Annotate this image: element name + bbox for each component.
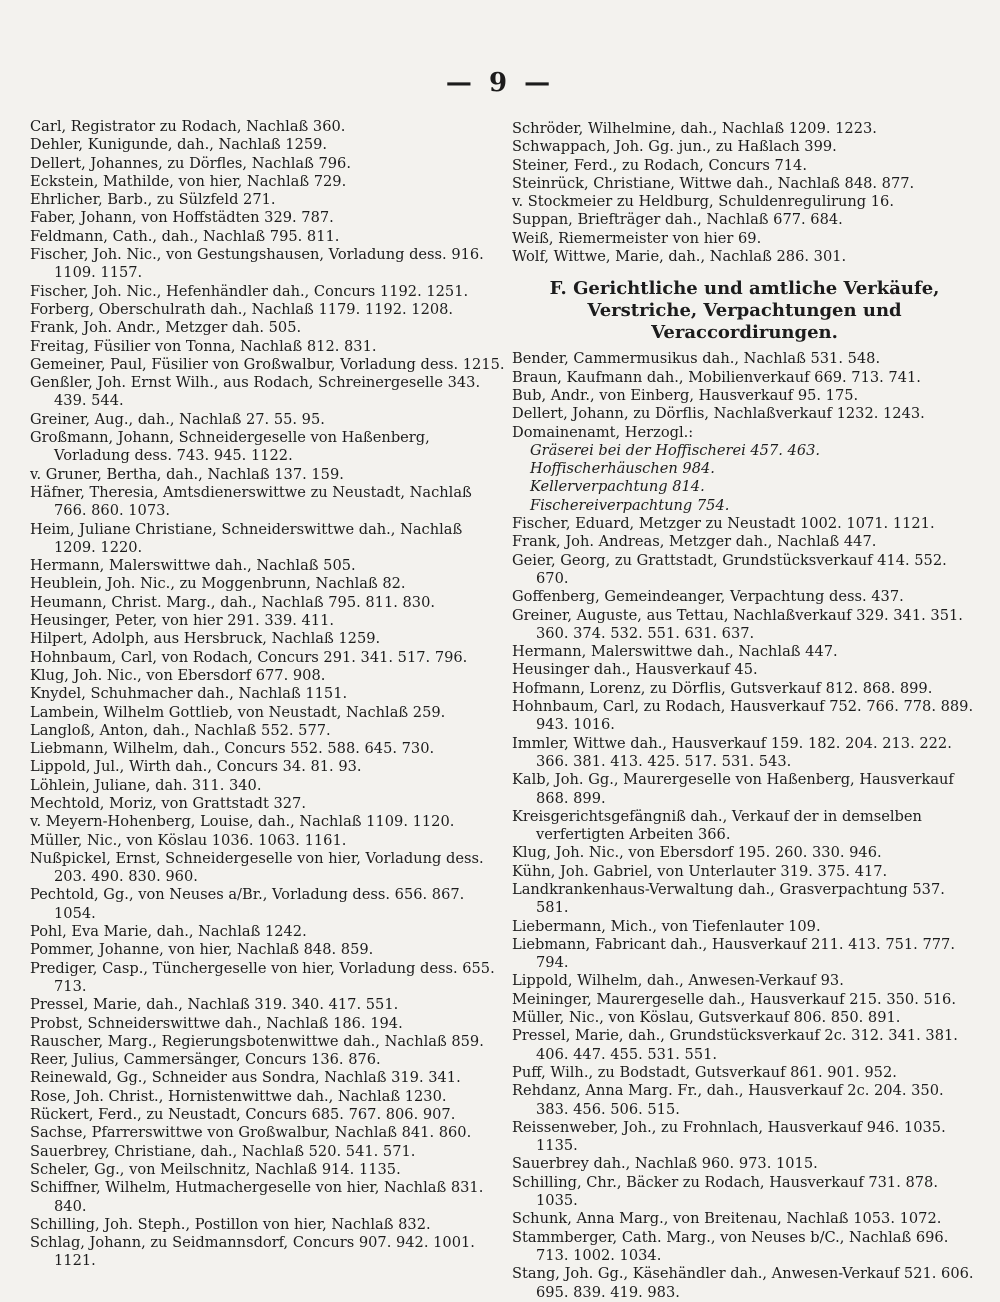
index-entry: Scheler, Gg., von Meilschnitz, Nachlaß 914. 1135. xyxy=(30,1160,401,1178)
index-entry: Stang, Joh. Gg., Käsehändler dah., Anwesen-Verkauf 521. 606. 695. 839. 419. 983. xyxy=(512,1265,974,1301)
index-entry: Bub, Andr., von Einberg, Hausverkauf 95. 175. xyxy=(512,386,859,404)
index-entry: Eckstein, Mathilde, von hier, Nachlaß 729. xyxy=(30,172,347,190)
index-entry: Reer, Julius, Cammersänger, Concurs 136. 876. xyxy=(30,1051,381,1069)
index-entry: v. Stockmeier zu Heldburg, Schuldenregulirung 16. xyxy=(512,193,894,211)
index-entry: Fischer, Joh. Nic., Hefenhändler dah., Concurs 1192. 1251. xyxy=(30,282,469,300)
index-entry: Häfner, Theresia, Amtsdienerswittwe zu Neustadt, Nachlaß 766. 860. 1073. xyxy=(30,483,472,520)
index-entry: Dellert, Johann, zu Dörflis, Nachlaßverkauf 1232. 1243. xyxy=(512,405,925,423)
index-entry: Hilpert, Adolph, aus Hersbruck, Nachlaß 1259. xyxy=(30,630,381,648)
index-entry: Langloß, Anton, dah., Nachlaß 552. 577. xyxy=(30,721,331,739)
index-entry: Kreisgerichtsgefängniß dah., Verkauf der in demselben verfertigten Arbeiten 366. xyxy=(512,807,922,844)
index-entry: Gräserei bei der Hoffischerei 457. 463. xyxy=(530,441,821,459)
index-entry: Sachse, Pfarrerswittwe von Großwalbur, Nachlaß 841. 860. xyxy=(30,1124,472,1142)
left-column xyxy=(30,118,505,1271)
index-entry: Landkrankenhaus-Verwaltung dah., Grasverpachtung 537. 581. xyxy=(512,880,945,917)
index-entry: Müller, Nic., von Köslau 1036. 1063. 1161. xyxy=(30,831,347,849)
index-entry: Heusinger, Peter, von hier 291. 339. 411. xyxy=(30,612,335,630)
index-entry: Braun, Kaufmann dah., Mobilienverkauf 669. 713. 741. xyxy=(512,368,921,386)
index-entry: Fischer, Joh. Nic., von Gestungshausen, Vorladung dess. 916. 1109. 1157. xyxy=(30,246,484,282)
index-entry: Frank, Joh. Andr., Metzger dah. 505. xyxy=(30,319,302,337)
index-entry: Schröder, Wilhelmine, dah., Nachlaß 1209. 1223. xyxy=(512,120,877,137)
index-entry: Hermann, Malerswittwe dah., Nachlaß 505. xyxy=(30,557,356,575)
index-entry: Löhlein, Juliane, dah. 311. 340. xyxy=(30,776,262,794)
index-entry: Schiffner, Wilhelm, Hutmachergeselle von hier, Nachlaß 831. 840. xyxy=(30,1179,484,1215)
index-entry: Hofmann, Lorenz, zu Dörflis, Gutsverkauf 812. 868. 899. xyxy=(512,679,933,697)
index-entry: Pohl, Eva Marie, dah., Nachlaß 1242. xyxy=(30,923,307,941)
index-entry: Meininger, Maurergeselle dah., Hausverkauf 215. 350. 516. xyxy=(512,990,956,1008)
index-entry: Feldmann, Cath., dah., Nachlaß 795. 811. xyxy=(30,227,340,245)
index-entry: Lippold, Wilhelm, dah., Anwesen-Verkauf 93. xyxy=(512,972,844,990)
index-entry: Gemeiner, Paul, Füsilier von Großwalbur, Vorladung dess. 1215. xyxy=(30,355,505,373)
index-entry: Hermann, Malerswittwe dah., Nachlaß 447. xyxy=(512,643,838,661)
index-entry: Frank, Joh. Andreas, Metzger dah., Nachlaß 447. xyxy=(512,533,877,551)
index-entry: Klug, Joh. Nic., von Ebersdorf 195. 260. 330. 946. xyxy=(512,844,882,862)
index-entry: Goffenberg, Gemeindeanger, Verpachtung dess. 437. xyxy=(512,588,904,606)
index-entry: Reinewald, Gg., Schneider aus Sondra, Nachlaß 319. 341. xyxy=(30,1069,461,1087)
index-entry: Schwappach, Joh. Gg. jun., zu Haßlach 399. xyxy=(512,138,837,156)
index-entry: Weiß, Riemermeister von hier 69. xyxy=(512,229,762,247)
index-entry: Freitag, Füsilier von Tonna, Nachlaß 812. 831. xyxy=(30,337,377,355)
index-entry: Wolf, Wittwe, Marie, dah., Nachlaß 286. 301. xyxy=(512,248,847,266)
index-entry: Puff, Wilh., zu Bodstadt, Gutsverkauf 861. 901. 952. xyxy=(512,1063,897,1081)
right-column xyxy=(512,120,977,1302)
index-entry: Rehdanz, Anna Marg. Fr., dah., Hausverkauf 2c. 204. 350. 383. 456. 506. 515. xyxy=(512,1082,944,1118)
index-entry: Rauscher, Marg., Regierungsbotenwittwe dah., Nachlaß 859. xyxy=(30,1032,484,1050)
index-entry: Sauerbrey, Christiane, dah., Nachlaß 520. 541. 571. xyxy=(30,1142,416,1160)
index-entry: Heim, Juliane Christiane, Schneiderswittwe dah., Nachlaß 1209. 1220. xyxy=(30,520,463,556)
index-entry: Schlag, Johann, zu Seidmannsdorf, Concurs 907. 942. 1001. 1121. xyxy=(30,1234,475,1270)
index-entry: v. Gruner, Bertha, dah., Nachlaß 137. 159. xyxy=(30,465,344,483)
index-entry: Mechtold, Moriz, von Grattstadt 327. xyxy=(30,794,306,812)
index-entry: Probst, Schneiderswittwe dah., Nachlaß 186. 194. xyxy=(30,1014,403,1032)
index-entry: Reissenweber, Joh., zu Frohnlach, Hausverkauf 946. 1035. 1135. xyxy=(512,1118,946,1155)
index-entry: Liebmann, Fabricant dah., Hausverkauf 211. 413. 751. 777. 794. xyxy=(512,935,955,972)
index-entry: Schunk, Anna Marg., von Breitenau, Nachlaß 1053. 1072. xyxy=(512,1210,942,1228)
index-entry: Fischer, Eduard, Metzger zu Neustadt 1002. 1071. 1121. xyxy=(512,515,935,533)
index-entry: Genßler, Joh. Ernst Wilh., aus Rodach, Schreinergeselle 343. 439. 544. xyxy=(30,374,481,410)
index-entry: Bender, Cammermusikus dah., Nachlaß 531. 548. xyxy=(512,350,881,368)
index-entry: Steiner, Ferd., zu Rodach, Concurs 714. xyxy=(512,156,807,174)
index-entry: Carl, Registrator zu Rodach, Nachlaß 360. xyxy=(30,118,346,135)
index-entry: Pechtold, Gg., von Neuses a/Br., Vorladung dess. 656. 867. 1054. xyxy=(30,886,465,922)
index-entry: Großmann, Johann, Schneidergeselle von Haßenberg, Vorladung dess. 743. 945. 1122. xyxy=(30,429,430,465)
index-entry: Nußpickel, Ernst, Schneidergeselle von hier, Vorladung dess. 203. 490. 830. 960. xyxy=(30,849,484,886)
index-entry: Prediger, Casp., Tünchergeselle von hier, Vorladung dess. 655. 713. xyxy=(30,959,495,995)
index-entry: Dehler, Kunigunde, dah., Nachlaß 1259. xyxy=(30,136,328,154)
index-entry: Schilling, Joh. Steph., Postillon von hier, Nachlaß 832. xyxy=(30,1215,431,1233)
index-entry: Heublein, Joh. Nic., zu Moggenbrunn, Nachlaß 82. xyxy=(30,575,406,593)
index-entry: Forberg, Oberschulrath dah., Nachlaß 1179. 1192. 1208. xyxy=(30,300,454,318)
index-entry: Rückert, Ferd., zu Neustadt, Concurs 685. 767. 806. 907. xyxy=(30,1106,456,1124)
index-entry: v. Meyern-Hohenberg, Louise, dah., Nachlaß 1109. 1120. xyxy=(30,813,455,831)
index-entry: Dellert, Johannes, zu Dörfles, Nachlaß 796. xyxy=(30,154,351,172)
page-number: — 9 — xyxy=(445,68,555,98)
index-entry: Heumann, Christ. Marg., dah., Nachlaß 795. 811. 830. xyxy=(30,593,436,611)
index-entry: Ehrlicher, Barb., zu Sülzfeld 271. xyxy=(30,191,276,209)
index-entry: Sauerbrey dah., Nachlaß 960. 973. 1015. xyxy=(512,1155,818,1173)
index-entry: Pommer, Johanne, von hier, Nachlaß 848. 859. xyxy=(30,941,374,959)
index-entry: Lippold, Jul., Wirth dah., Concurs 34. 81. 93. xyxy=(30,758,362,776)
index-entry: Domainenamt, Herzogl.: xyxy=(512,423,694,441)
index-entry: Geier, Georg, zu Grattstadt, Grundstücksverkauf 414. 552. 670. xyxy=(512,551,947,587)
index-entry: Heusinger dah., Hausverkauf 45. xyxy=(512,661,758,679)
index-entry: Liebmann, Wilhelm, dah., Concurs 552. 588. 645. 730. xyxy=(30,740,435,758)
index-entry: Immler, Wittwe dah., Hausverkauf 159. 182. 204. 213. 222. 366. 381. 413. 425. 517. 531. 543. xyxy=(512,734,952,770)
index-entry: Greiner, Auguste, aus Tettau, Nachlaßverkauf 329. 341. 351. 360. 374. 532. 551. 631. 637. xyxy=(512,606,963,642)
section-heading: F. Gerichtliche und amtliche Verkäufe, Verstriche, Verpachtungen und Veraccordirungen. xyxy=(549,278,940,344)
index-entry: Kühn, Joh. Gabriel, von Unterlauter 319. 375. 417. xyxy=(512,862,888,880)
index-entry: Kalb, Joh. Gg., Maurergeselle von Haßenberg, Hausverkauf 868. 899. xyxy=(512,771,954,807)
index-entry: Stammberger, Cath. Marg., von Neuses b/C., Nachlaß 696. 713. 1002. 1034. xyxy=(512,1228,949,1264)
index-entry: Kellerverpachtung 814. xyxy=(530,478,705,496)
index-entry: Liebermann, Mich., von Tiefenlauter 109. xyxy=(512,917,821,935)
index-entry: Steinrück, Christiane, Wittwe dah., Nachlaß 848. 877. xyxy=(512,174,915,192)
index-entry: Pressel, Marie, dah., Nachlaß 319. 340. 417. 551. xyxy=(30,996,399,1014)
index-entry: Klug, Joh. Nic., von Ebersdorf 677. 908. xyxy=(30,666,326,684)
index-entry: Knydel, Schuhmacher dah., Nachlaß 1151. xyxy=(30,685,348,703)
index-entry: Fischereiverpachtung 754. xyxy=(530,496,730,514)
index-entry: Faber, Johann, von Hoffstädten 329. 787. xyxy=(30,209,334,227)
index-entry: Suppan, Briefträger dah., Nachlaß 677. 684. xyxy=(512,211,843,229)
index-entry: Greiner, Aug., dah., Nachlaß 27. 55. 95. xyxy=(30,410,325,428)
index-entry: Pressel, Marie, dah., Grundstücksverkauf 2c. 312. 341. 381. 406. 447. 455. 531. 551. xyxy=(512,1027,958,1063)
index-entry: Lambein, Wilhelm Gottlieb, von Neustadt, Nachlaß 259. xyxy=(30,703,446,721)
index-entry: Hohnbaum, Carl, zu Rodach, Hausverkauf 752. 766. 778. 889. 943. 1016. xyxy=(512,698,974,734)
index-entry: Hoffischerhäuschen 984. xyxy=(530,460,715,478)
index-entry: Hohnbaum, Carl, von Rodach, Concurs 291. 341. 517. 796. xyxy=(30,648,468,666)
index-entry: Rose, Joh. Christ., Hornistenwittwe dah., Nachlaß 1230. xyxy=(30,1087,447,1105)
index-entry: Müller, Nic., von Köslau, Gutsverkauf 806. 850. 891. xyxy=(512,1009,901,1027)
index-entry: Schilling, Chr., Bäcker zu Rodach, Hausverkauf 731. 878. 1035. xyxy=(512,1173,938,1210)
